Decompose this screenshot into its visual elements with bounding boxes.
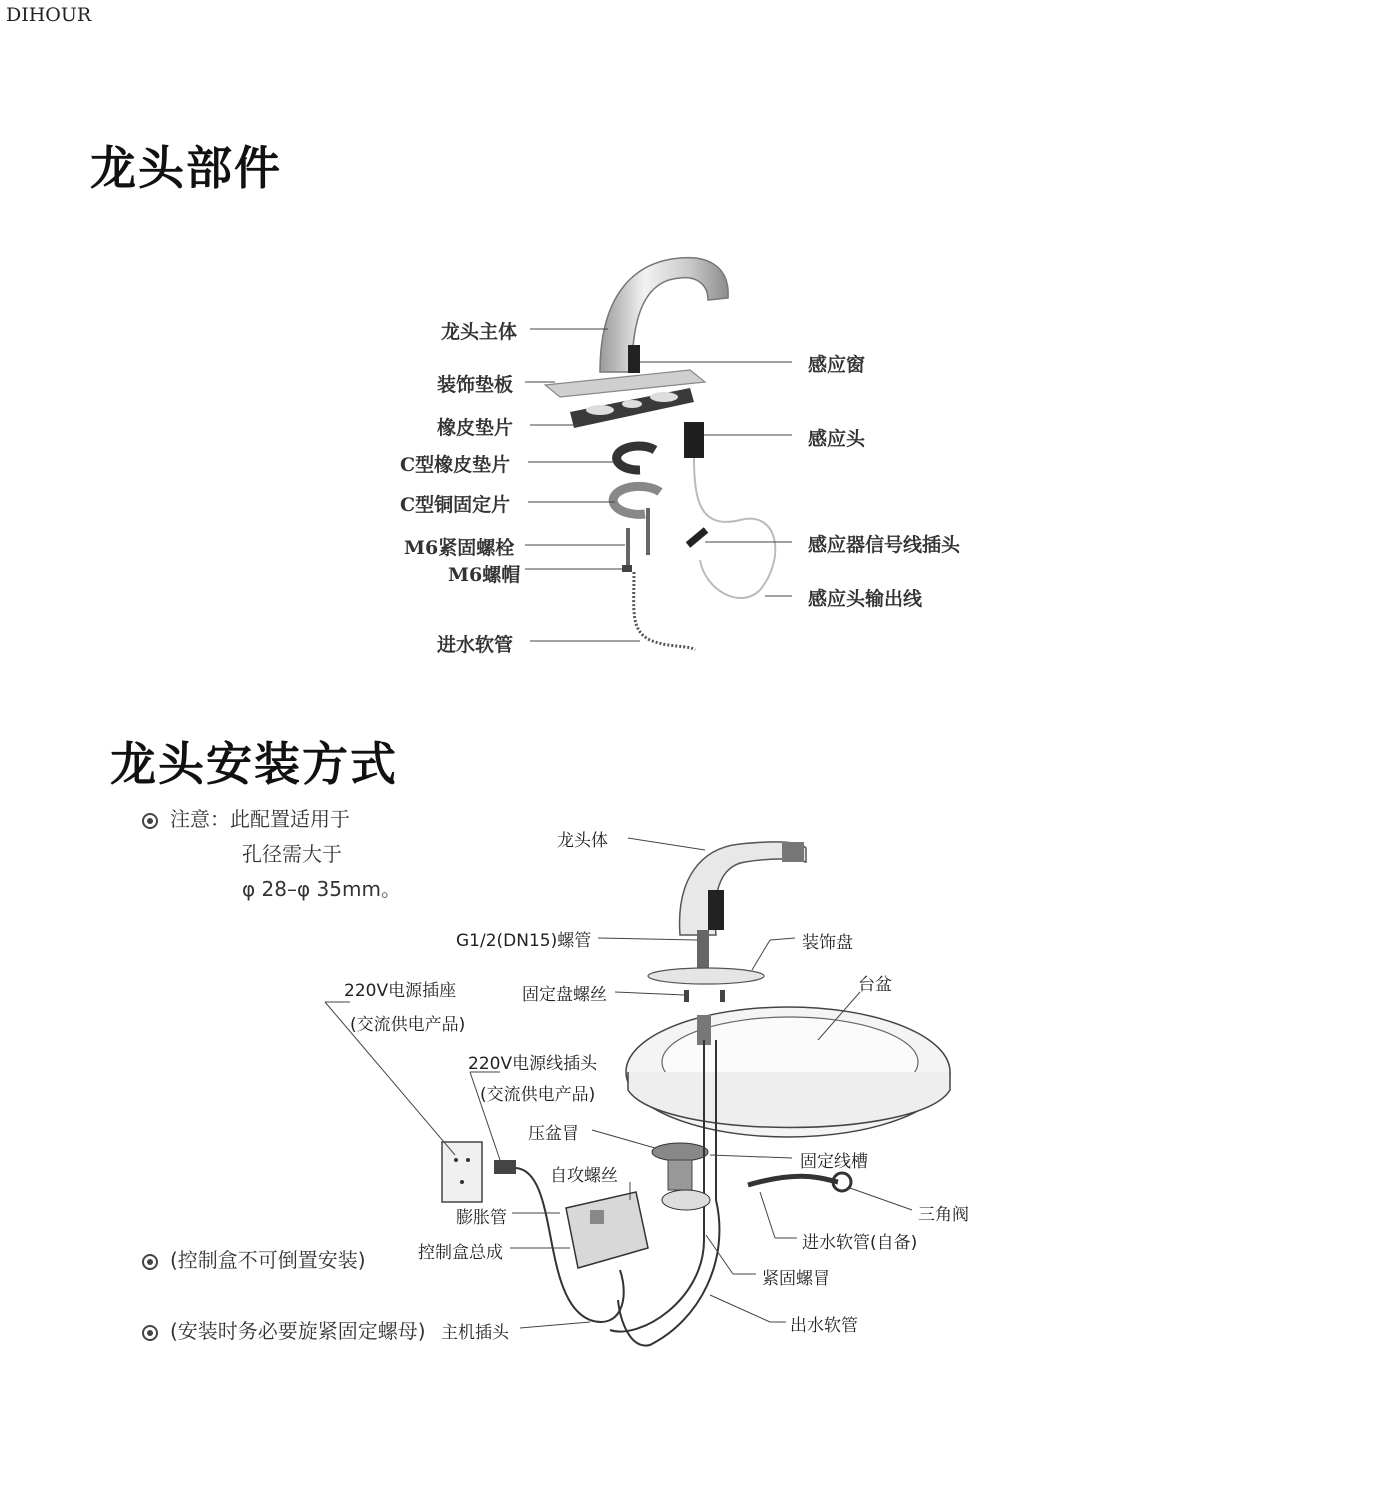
label-basin-cap: 压盆冒 [528,1124,579,1144]
label-m6-nut: M6螺帽 [448,564,521,586]
label-c-copper-clip: C型铜固定片 [400,494,511,516]
warning-text-1: (控制盒不可倒置安装) [170,1248,366,1272]
label-outlet-hose: 出水软管 [790,1316,858,1336]
warning-fix-nut [142,1315,426,1344]
label-plate-screw: 固定盘螺丝 [522,985,607,1005]
section-title-parts: 龙头部件 [90,141,282,195]
c-rubber-part [617,446,655,470]
c-copper-part [613,486,660,514]
label-sensor-signal-plug: 感应器信号线插头 [808,534,961,556]
label-angle-valve: 三角阀 [918,1205,969,1225]
label-tapping-screw: 自攻螺丝 [550,1166,618,1186]
label-main-plug: 主机插头 [441,1323,509,1343]
section-title-install: 龙头安装方式 [110,737,398,791]
faucet-body-part [600,258,728,372]
inlet-hose-part [634,572,695,650]
label-deco-plate-2: 装饰盘 [802,933,853,953]
label-control-box: 控制盒总成 [418,1243,503,1263]
note-text-1: 注意：此配置适用于 [170,807,350,831]
bullet-icon [142,813,158,829]
note-line-1 [142,803,350,832]
label-faucet-main-body: 龙头主体 [441,321,518,343]
label-sensor-head: 感应头 [808,428,866,450]
label-sensor-window: 感应窗 [808,354,866,376]
warning-text-2: (安装时务必要旋紧固定螺母) [170,1319,426,1343]
label-power-plug: 220V电源线插头 [468,1054,598,1074]
control-box [566,1192,648,1268]
label-deco-plate: 装饰垫板 [437,374,514,396]
label-wire-slot: 固定线槽 [800,1152,868,1172]
label-threaded-pipe: G1/2(DN15)螺管 [456,931,592,951]
bullet-icon [142,1325,158,1341]
warning-control-box [142,1244,366,1273]
sensor-head-part [684,422,704,458]
label-basin: 台盆 [858,975,892,995]
note-line-2: 孔径需大于 [242,842,342,866]
brand-logo: DIHOUR [6,4,92,26]
label-socket-note: (交流供电产品) [350,1015,466,1035]
label-expansion-tube: 膨胀管 [456,1208,507,1228]
note-line-3: φ 28–φ 35mm。 [242,877,401,901]
exploded-faucet [545,258,775,650]
sensor-window-part [628,345,640,373]
label-rubber-gasket: 橡皮垫片 [437,417,514,439]
bullet-icon [142,1254,158,1270]
sensor-cable-part [694,458,775,598]
label-power-socket: 220V电源插座 [344,981,457,1001]
wall-socket [442,1142,482,1202]
label-plug-note: (交流供电产品) [480,1085,596,1105]
label-inlet-hose: 进水软管 [437,634,514,656]
label-inlet-hose-2: 进水软管(自备) [802,1233,918,1253]
label-faucet-body: 龙头体 [557,831,608,851]
label-lock-nut: 紧固螺冒 [762,1269,830,1289]
label-m6-bolt: M6紧固螺栓 [404,537,515,559]
label-sensor-output-cable: 感应头输出线 [808,588,923,610]
label-c-rubber-gasket: C型橡皮垫片 [400,454,511,476]
